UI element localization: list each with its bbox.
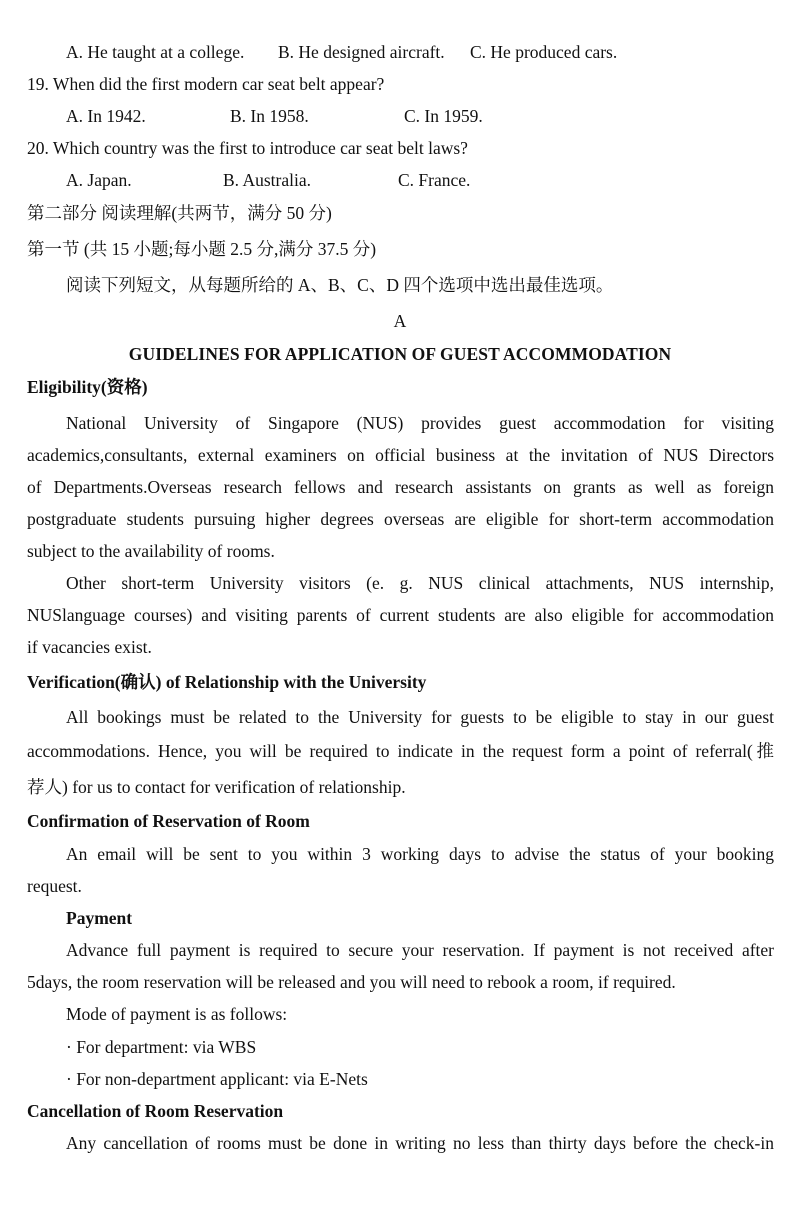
q20-stem: 20. Which country was the first to introduce car seat belt laws? [27, 138, 468, 158]
payment-mode-intro: Mode of payment is as follows: [66, 1004, 288, 1024]
q20-option-c: C. France. [398, 170, 471, 190]
q18-option-b: B. He designed aircraft. [278, 42, 445, 62]
paragraph-line: National University of Singapore (NUS) provides guest accommodation for visiting [66, 413, 774, 433]
paragraph-line: Advance full payment is required to secure your reservation. If payment is not received after [66, 940, 774, 960]
q20-options [66, 164, 774, 196]
paragraph-line: of Departments.Overseas research fellows and research assistants on grants as well as foreign [27, 477, 774, 497]
paragraph-line: NUSlanguage courses) and visiting parents of current students are also eligible for accommodation [27, 605, 774, 625]
reading-instruction: 阅读下列短文，从每题所给的 A、B、C、D 四个选项中选出最佳选项。 [66, 275, 614, 295]
paragraph-line: postgraduate students pursuing higher degrees overseas are eligible for short-term accommodation [27, 509, 774, 529]
eligibility-heading: Eligibility(资格) [27, 377, 148, 397]
q19-stem: 19. When did the first modern car seat belt appear? [27, 74, 385, 94]
q20-option-a: A. Japan. [66, 170, 132, 190]
payment-mode-item: · For department: via WBS [66, 1037, 257, 1057]
paragraph-line: All bookings must be related to the University for guests to be eligible to stay in our guest [66, 707, 774, 727]
q19-option-b: B. In 1958. [230, 106, 309, 126]
payment-heading: Payment [66, 908, 133, 928]
paragraph-line: accommodations. Hence, you will be required to indicate in the request form a point of referral(推 [27, 741, 774, 761]
q18-option-c: C. He produced cars. [470, 42, 618, 62]
q18-options [66, 36, 774, 68]
q19-options [66, 100, 774, 132]
q20-option-b: B. Australia. [223, 170, 311, 190]
verification-heading: Verification(确认) of Relationship with the University [27, 672, 427, 692]
paragraph-line: Other short-term University visitors (e. g. NUS clinical attachments, NUS internship, [66, 573, 774, 593]
paragraph-line: request. [27, 876, 82, 896]
passage-label: A [393, 311, 407, 331]
paragraph-line: if vacancies exist. [27, 637, 152, 657]
passage-title: GUIDELINES FOR APPLICATION OF GUEST ACCOMMODATION [128, 344, 672, 364]
confirmation-heading: Confirmation of Reservation of Room [27, 811, 310, 831]
cancellation-heading: Cancellation of Room Reservation [27, 1101, 284, 1121]
paragraph-line: An email will be sent to you within 3 working days to advise the status of your booking [66, 844, 774, 864]
paragraph-line: 荐人) for us to contact for verification of relationship. [27, 777, 406, 797]
q19-option-a: A. In 1942. [66, 106, 146, 126]
q18-option-a: A. He taught at a college. [66, 42, 245, 62]
part-two-heading: 第二部分 阅读理解(共两节，满分 50 分) [27, 203, 332, 223]
paragraph-line: Any cancellation of rooms must be done in writing no less than thirty days before the check-in [66, 1133, 774, 1153]
payment-mode-item: · For non-department applicant: via E-Nets [66, 1069, 368, 1089]
paragraph-line: 5days, the room reservation will be released and you will need to rebook a room, if required. [27, 972, 676, 992]
section-one-heading: 第一节 (共 15 小题;每小题 2.5 分,满分 37.5 分) [27, 239, 377, 259]
paragraph-line: subject to the availability of rooms. [27, 541, 275, 561]
q19-option-c: C. In 1959. [404, 106, 483, 126]
paragraph-line: academics,consultants, external examiners on official business at the invitation of NUS Directors [27, 445, 774, 465]
